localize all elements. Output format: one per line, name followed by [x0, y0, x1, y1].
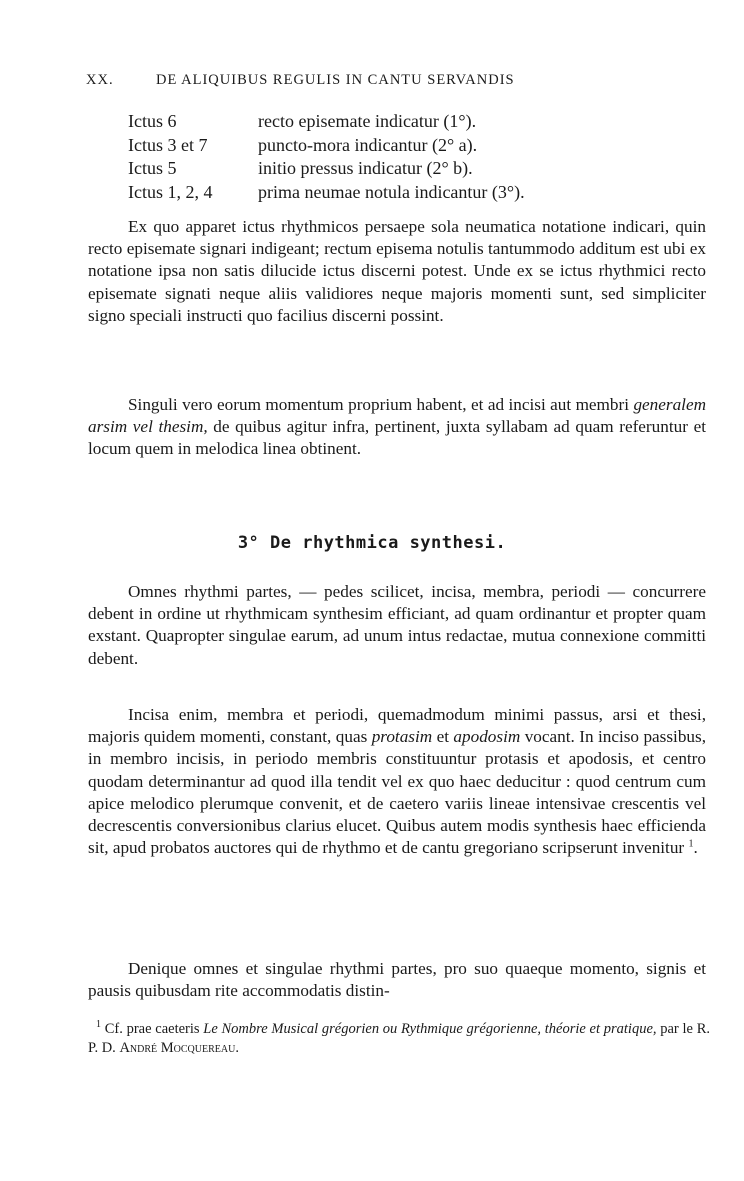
paragraph-2 — [88, 394, 706, 461]
p2-italic: generalem arsim vel thesim, — [88, 395, 706, 437]
p4-text-c: vocant. In inciso passibus, in membro incisis, in periodo membris constituuntur protasis et apodosis, et centro quodam determinantur ad quod illa tendit vel ex quo haec deducitur : quod centrum cum apice melodico plerumque convenit, et de caetero variis lineae intensivae crescentis vel decrescentis conversionibus clarius elucet. Quibus autem modis synthesis haec efficienda sit, apud probatos auctores qui de rhythmo et de cantu gregoriano scripserunt invenitur — [88, 727, 706, 858]
ictus-label: Ictus 3 et 7 — [128, 134, 208, 155]
footnote — [88, 1020, 710, 1058]
page-number: XX. — [86, 72, 114, 88]
paragraph-4 — [88, 704, 706, 859]
ictus-text: recto episemate indicatur (1°). — [258, 111, 477, 131]
footnote-title: Le Nombre Musical grégorien ou Rythmique grégorienne, théorie et pratique, — [203, 1021, 657, 1037]
paragraph-1: Ex quo apparet ictus rhythmicos persaepe sola neumatica notatione indicari, quin recto episemate signari indigeant; rectum episema notulis tantummodo additum est ubi ex notatione ipsa non satis dilucide ictus discerni potest. Unde ex se ictus rhythmici recto episemate signati neque aliis validiores neque majoris momenti sunt, sed simpliciter signo speciali instructi quo facilius discerni possint. — [88, 217, 706, 325]
running-title: DE ALIQUIBUS REGULIS IN CANTU SERVANDIS — [156, 72, 515, 88]
running-head — [86, 72, 626, 89]
paragraph-5: Denique omnes et singulae rhythmi partes, pro suo quaeque momento, signis et pausis quibusdam rite accommodatis distin- — [88, 959, 706, 1001]
ictus-text: puncto-mora indicantur (2° a). — [258, 134, 478, 155]
ictus-label: Ictus 1, 2, 4 — [128, 181, 213, 202]
footnote-reference: 1 — [688, 838, 694, 850]
p4-italic-protasim: protasim — [371, 727, 433, 747]
ictus-row — [128, 110, 525, 134]
ictus-text: prima neumae notula indicantur (3°). — [258, 181, 525, 202]
p4-text-a: Incisa enim, membra et periodi, quemadmodum minimi passus, arsi et thesi, majoris quidem momenti, constant, quas — [88, 705, 706, 747]
paragraph-3: Omnes rhythmi partes, — pedes scilicet, incisa, membra, periodi — concurrere debent in ordine ut rhythmicam synthesim efficiant, ad quam ordinantur et propter quam exstant. Quapropter singulae earum, ad unum intus redactae, mutua connexione committi debent. — [88, 582, 706, 668]
footnote-prefix: Cf. prae caeteris — [101, 1021, 204, 1037]
ictus-table — [128, 110, 525, 204]
ictus-row — [128, 181, 525, 205]
p4-text-b: et — [432, 727, 454, 747]
p4-italic-apodosim: apodosim — [453, 727, 521, 747]
p2-text-a: Singuli vero eorum momentum proprium habent, et ad incisi aut membri — [128, 395, 634, 414]
footnote-suffix: par le R. P. D. — [88, 1021, 710, 1056]
footnote-marker: 1 — [96, 1019, 101, 1031]
p2-text-b: de quibus agitur infra, pertinent, juxta syllabam ad quam referuntur et locum quem in melodica linea obtinent. — [88, 417, 706, 459]
ictus-label: Ictus 6 — [128, 111, 177, 131]
ictus-row — [128, 157, 525, 181]
section-heading: 3° De rhythmica synthesi. — [237, 533, 507, 553]
footnote-author: André Mocquereau. — [119, 1040, 239, 1056]
ictus-text: initio pressus indicatur (2° b). — [258, 158, 473, 178]
ictus-row — [128, 134, 525, 158]
p4-end: . — [693, 838, 698, 858]
ictus-label: Ictus 5 — [128, 158, 177, 178]
